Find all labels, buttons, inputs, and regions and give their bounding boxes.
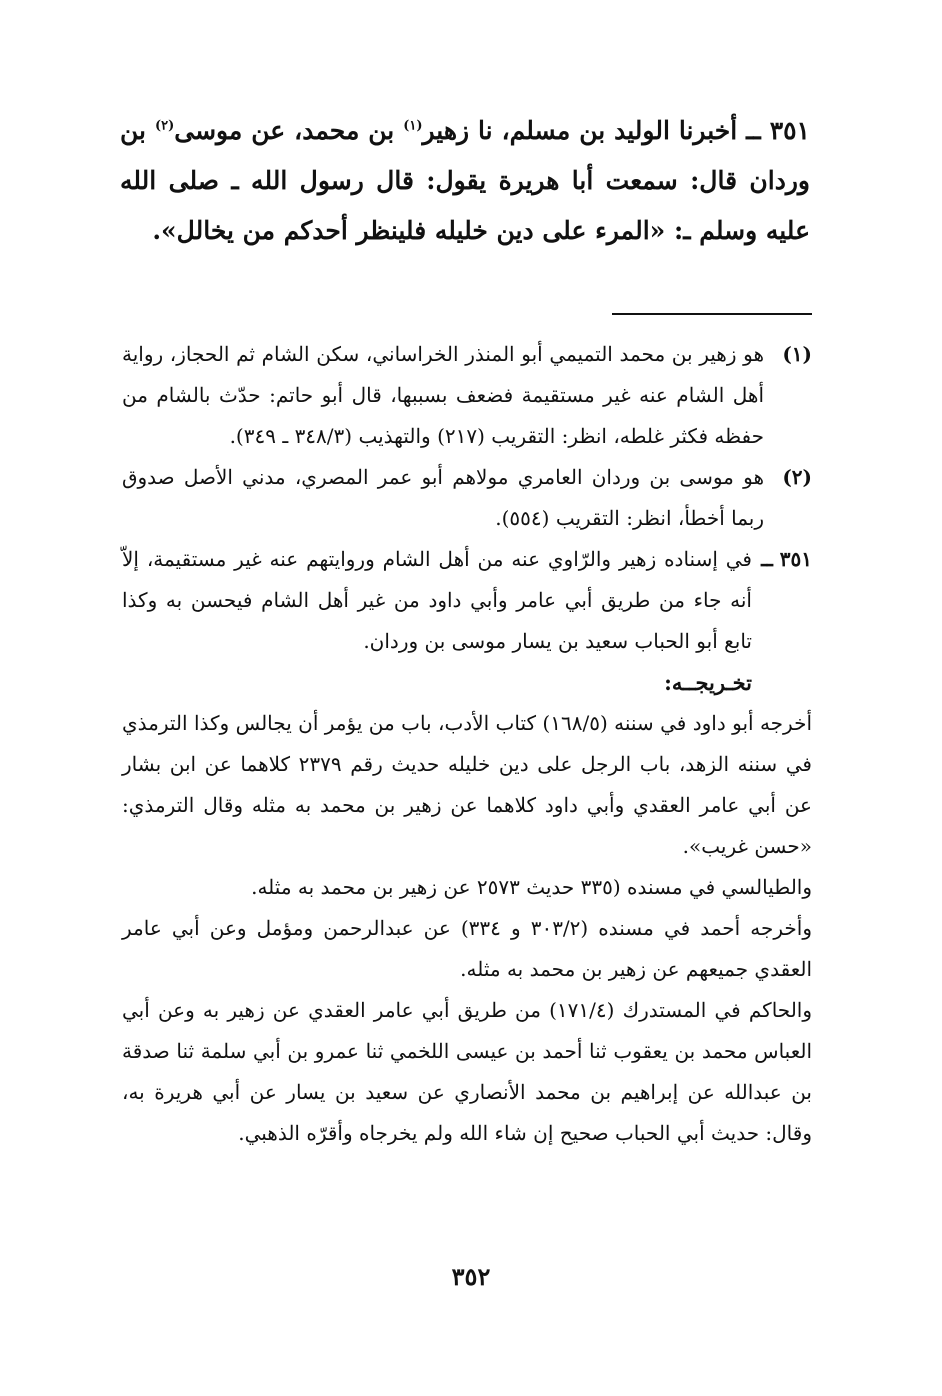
takhrij-heading: تخـريجــه: [664, 670, 752, 695]
hadith-text-part-1: أخبرنا الوليد بن مسلم، نا زهير [422, 116, 738, 145]
hadith-number: ٣٥١ ــ [746, 116, 810, 145]
takhrij-paragraph-4: والحاكم في المستدرك (١٧١/٤) من طريق أبي عامر العقدي عن زهير به وعن أبي العباس محمد بن يعقوب ثنا أحمد بن عيسى اللخمي ثنا عمرو بن أبي سلمة ثنا صدقة بن عبدالله عن إبراهيم بن محمد الأنصاري عن سعيد بن يسار عن أبي هريرة به، وقال: حديث أبي الحباب صحيح إن شاء الله ولم يخرجاه وأقرّه الذهبي. [122, 998, 813, 1145]
footnote-1-text: هو زهير بن محمد التميمي أبو المنذر الخراساني، سكن الشام ثم الحجاز، رواية أهل الشام عنه غير مستقيمة فضعف بسببها، قال أبو حاتم: حدّث بالشام من حفظه فكثر غلطه، انظر: التقريب (٢١٧) والتهذيب (٣٤٨/٣ ـ ٣٤٩). [122, 342, 764, 448]
page-number: ٣٥٢ [451, 1262, 491, 1291]
notes-section [122, 334, 812, 1154]
hadith-text-part-3: بن وردان قال: سمعت أبا هريرة يقول: قال رسول الله ـ صلى الله عليه وسلم ـ: «المرء على دين خليله فلينظر أحدكم من يخالل». [120, 116, 810, 245]
footnote-ref-2: (٢) [154, 118, 175, 134]
footnote-1 [122, 334, 812, 457]
footnote-divider [612, 313, 812, 315]
takhrij-paragraph-3: وأخرجه أحمد في مسنده (٣٠٣/٢ و ٣٣٤) عن عبدالرحمن ومؤمل وعن أبي عامر العقدي جميعهم عن زهير بن محمد به مثله. [122, 916, 812, 981]
commentary [122, 539, 812, 662]
footnote-2-mark: (٢) [782, 465, 812, 489]
commentary-mark: ٣٥١ ــ [761, 547, 812, 571]
footnote-2-text: هو موسى بن وردان العامري مولاهم أبو عمر المصري، مدني الأصل صدوق ربما أخطأ، انظر: التقريب (٥٥٤). [122, 465, 764, 530]
takhrij-paragraph-1: أخرجه أبو داود في سننه (١٦٨/٥) كتاب الأدب، باب من يؤمر أن يجالس وكذا الترمذي في سننه الزهد، باب الرجل على دين خليله حديث رقم ٢٣٧٩ كلاهما عن ابن بشار عن أبي عامر العقدي وأبي داود كلاهما عن زهير بن محمد به مثله وقال الترمذي: «حسن غريب». [122, 711, 812, 858]
takhrij-paragraph-2: والطيالسي في مسنده (٣٣٥ حديث ٢٥٧٣ عن زهير بن محمد به مثله. [251, 875, 812, 899]
footnote-1-mark: (١) [782, 342, 812, 366]
footnote-ref-1: (١) [403, 118, 423, 134]
footnote-2 [122, 457, 812, 539]
commentary-text: في إسناده زهير والرّاوي عنه من أهل الشام وروايتهم عنه غير مستقيمة، إلاّ أنه جاء من طريق أبي عامر وأبي داود من غير أهل الشام فيحسن به وكذا تابع أبو الحباب سعيد بن يسار موسى بن وردان. [122, 547, 752, 653]
hadith-text [120, 106, 810, 256]
hadith-text-part-2: بن محمد، عن موسى [174, 116, 404, 145]
